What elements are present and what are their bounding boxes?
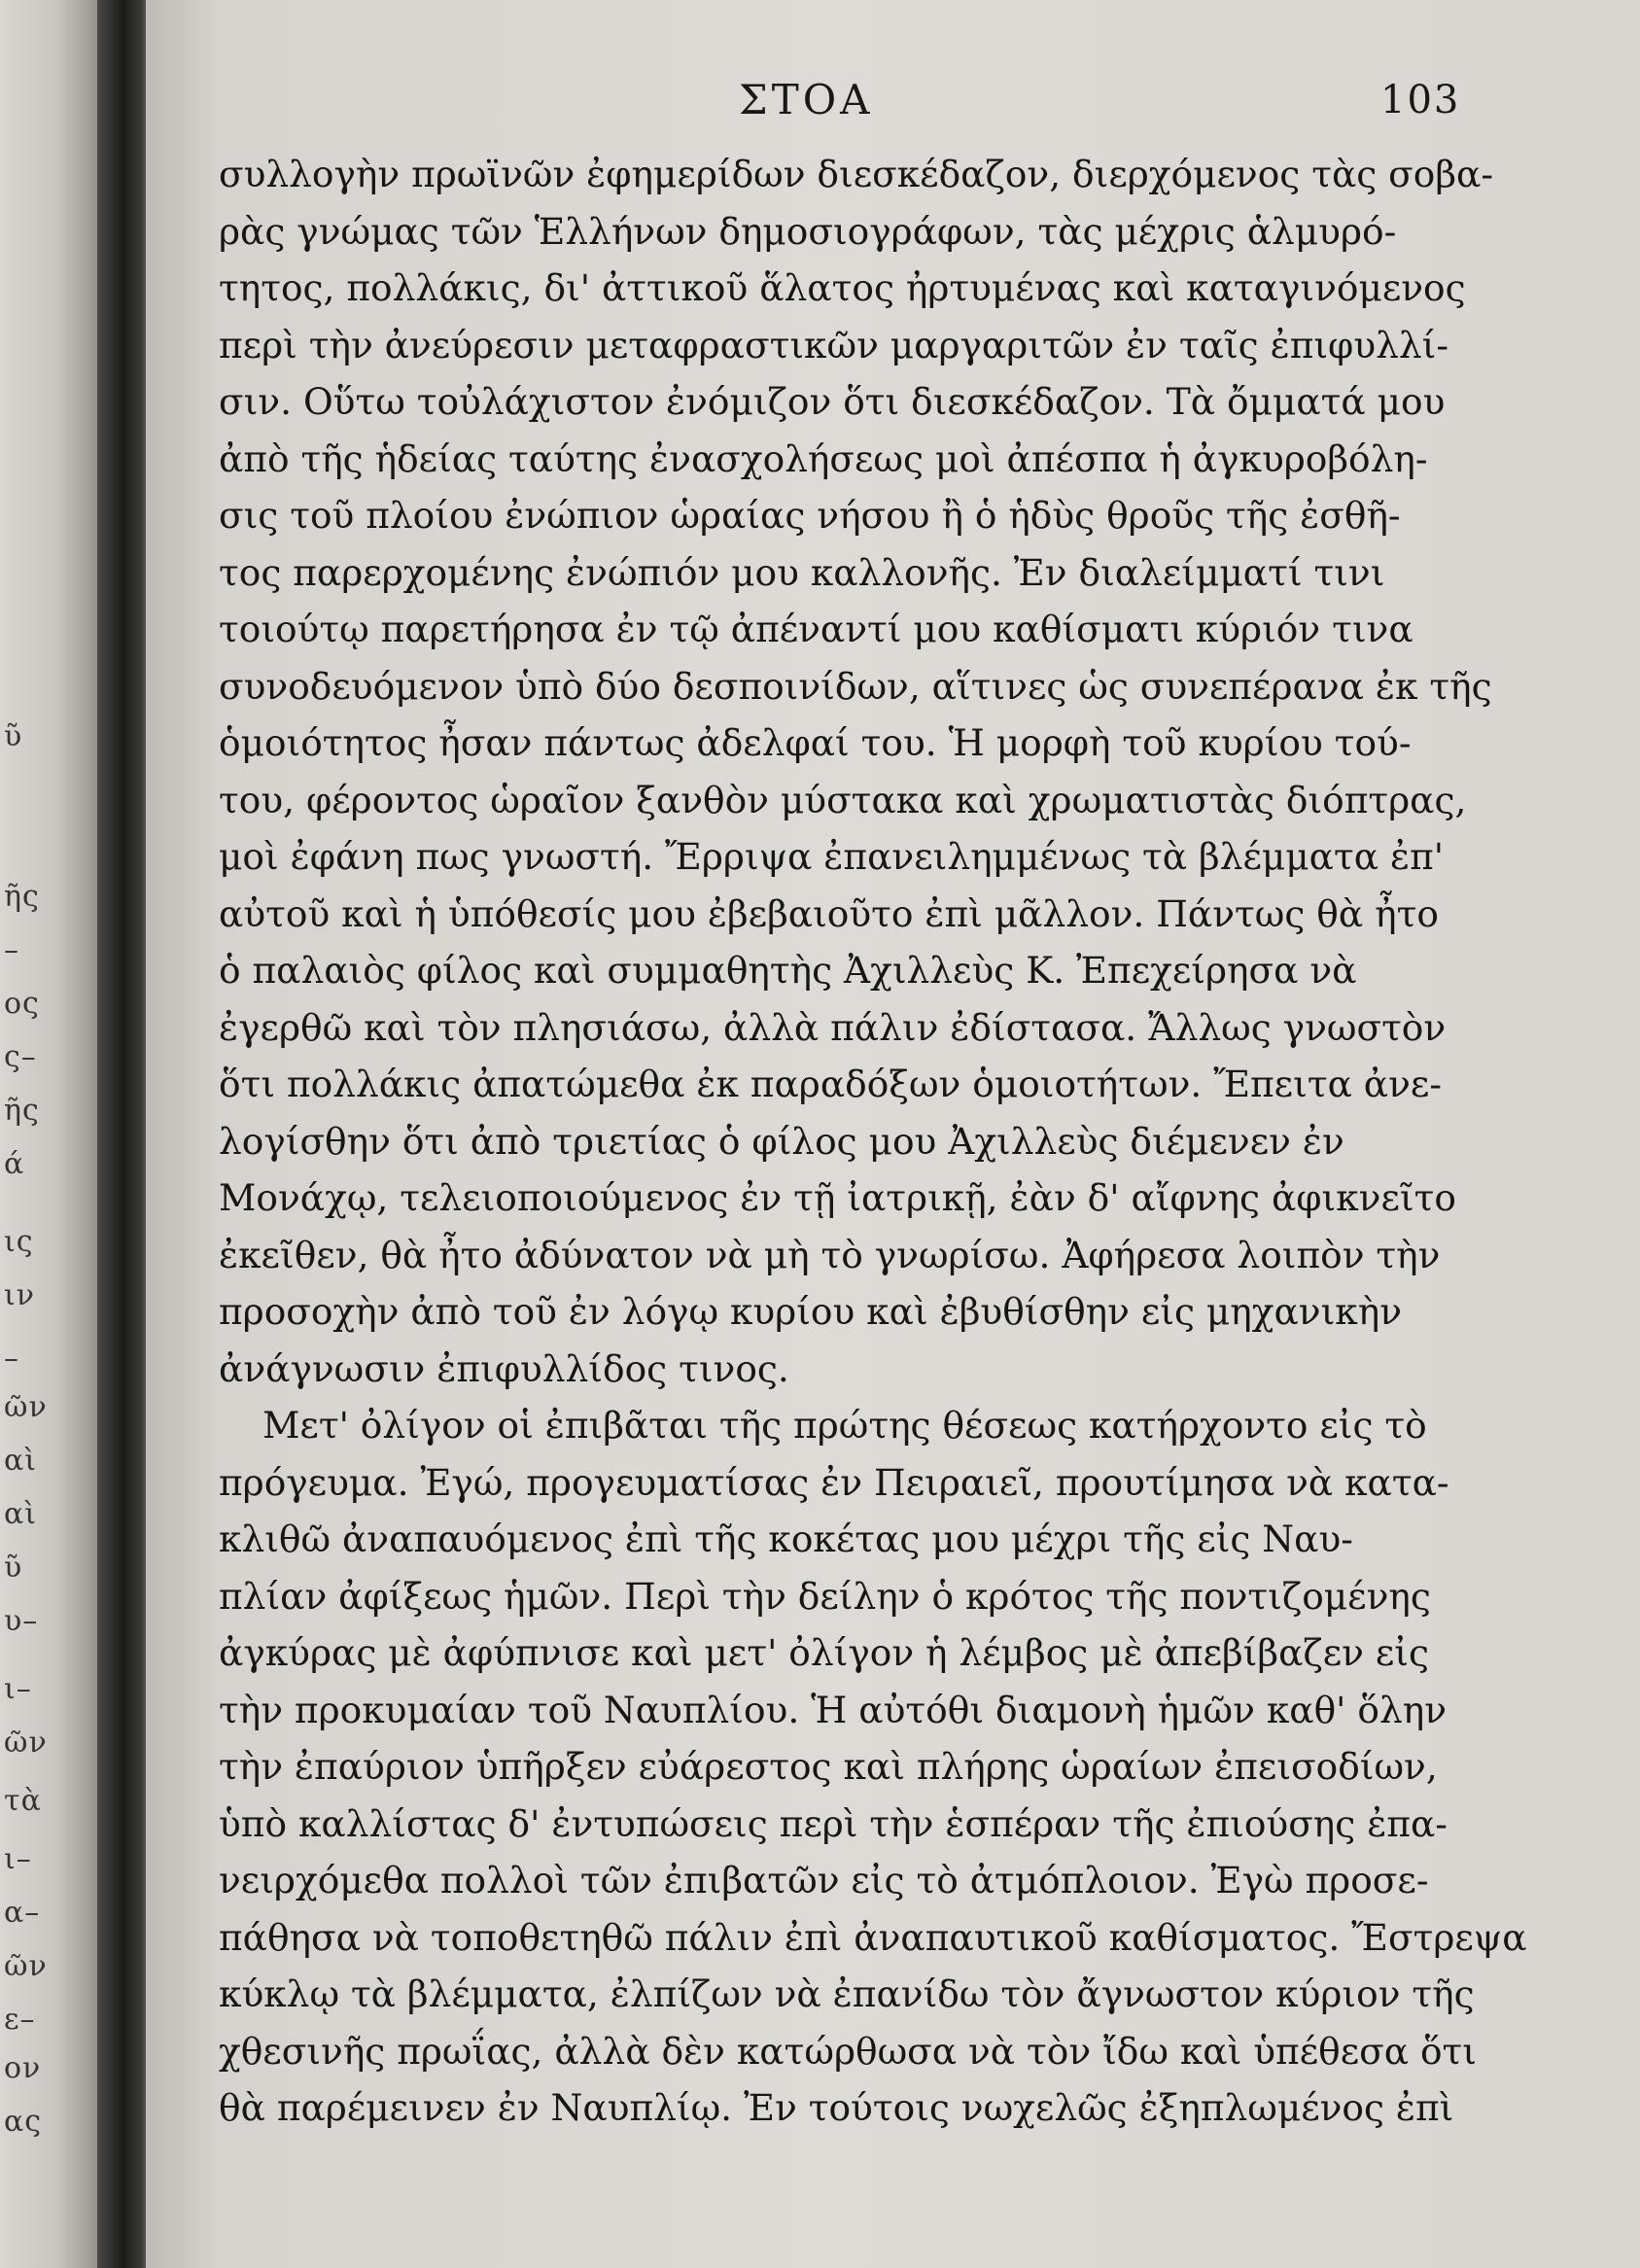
margin-fragment: ον — [4, 2051, 42, 2085]
text-line: τητος, πολλάκις, δι' ἀττικοῦ ἅλατος ἠρτυμένας καὶ καταγινόμενος — [219, 266, 1466, 309]
text-line: περὶ τὴν ἀνεύρεσιν μεταφραστικῶν μαργαριτῶν ἐν ταῖς ἐπιφυλλί- — [219, 323, 1449, 366]
margin-fragment: ε– — [4, 2003, 36, 2037]
text-line: σιν. Οὕτω τοὐλάχιστον ἐνόμιζον ὅτι διεσκέδαζον. Τὰ ὄμματά μου — [219, 380, 1446, 423]
text-line: τὴν προκυμαίαν τοῦ Ναυπλίου. Ἡ αὐτόθι διαμονὴ ἡμῶν καθ' ὅλην — [219, 1688, 1447, 1731]
margin-fragment: ι– — [4, 1672, 32, 1706]
margin-fragment: ῶν — [4, 1949, 48, 1983]
text-line: Μονάχῳ, τελειοποιούμενος ἐν τῇ ἰατρικῇ, ἐὰν δ' αἴφνης ἀφικνεῖτο — [219, 1176, 1456, 1219]
text-line: ὁμοιότητος ἦσαν πάντως ἀδελφαί του. Ἡ μορφὴ τοῦ κυρίου τού- — [219, 721, 1412, 764]
page-number: 103 — [1380, 78, 1461, 122]
text-line: μοὶ ἐφάνη πως γνωστή. Ἔρριψα ἐπανειλημμένως τὰ βλέμματα ἐπ' — [219, 835, 1445, 878]
margin-fragment: – — [4, 1342, 19, 1376]
text-line: ἀγκύρας μὲ ἀφύπνισε καὶ μετ' ὀλίγον ἡ λέμβος μὲ ἀπεβίβαζεν εἰς — [219, 1631, 1429, 1674]
text-line: ὑπὸ καλλίστας δ' ἐντυπώσεις περὶ τὴν ἑσπέραν τῆς ἐπιούσης ἐπα- — [219, 1801, 1448, 1845]
text-line: πρόγευμα. Ἐγώ, προγευματίσας ἐν Πειραιεῖ, προυτίμησα νὰ κατα- — [219, 1460, 1449, 1504]
text-line: λογίσθην ὅτι ἀπὸ τριετίας ὁ φίλος μου Ἀχιλλεὺς διέμενεν ἐν — [219, 1119, 1344, 1163]
text-line: κύκλῳ τὰ βλέμματα, ἐλπίζων νὰ ἐπανίδω τὸν ἄγνωστον κύριον τῆς — [219, 1972, 1475, 2015]
text-line: κλιθῶ ἀναπαυόμενος ἐπὶ τῆς κοκέτας μου μέχρι τῆς εἰς Ναυ- — [219, 1518, 1353, 1560]
margin-fragment: ι– — [4, 1842, 32, 1876]
text-line: αὐτοῦ καὶ ἡ ὑπόθεσίς μου ἐβεβαιοῦτο ἐπὶ μᾶλλον. Πάντως θὰ ἦτο — [219, 891, 1439, 935]
text-line: του, φέροντος ὡραῖον ξανθὸν μύστακα καὶ χρωματιστὰς διόπτρας, — [219, 778, 1467, 821]
margin-fragment: ς– — [4, 1040, 37, 1074]
margin-fragment: ος — [4, 987, 40, 1021]
paragraph-start-line: Μετ' ὀλίγον οἱ ἐπιβᾶται τῆς πρώτης θέσεως κατήρχοντο εἰς τὸ — [262, 1404, 1427, 1447]
margin-fragment: υ– — [4, 1604, 39, 1638]
facing-page-edge — [0, 0, 105, 2268]
text-line: ρὰς γνώμας τῶν Ἑλλήνων δημοσιογράφων, τὰς μέχρις ἁλμυρό- — [219, 209, 1397, 253]
text-line: χθεσινῆς πρωΐας, ἀλλὰ δὲν κατώρθωσα νὰ τὸν ἴδω καὶ ὑπέθεσα ὅτι — [219, 2029, 1477, 2073]
text-line: συνοδευόμενον ὑπὸ δύο δεσποινίδων, αἵτινες ὡς συνεπέρανα ἐκ τῆς — [219, 664, 1492, 708]
margin-fragment: ῶν — [4, 1390, 48, 1424]
margin-fragment: α– — [4, 1896, 41, 1930]
text-line: τοιούτῳ παρετήρησα ἐν τῷ ἀπέναντί μου καθίσματι κύριόν τινα — [219, 608, 1413, 650]
text-line: ἐκεῖθεν, θὰ ἦτο ἀδύνατον νὰ μὴ τὸ γνωρίσω. Ἀφήρεσα λοιπὸν τὴν — [219, 1233, 1441, 1276]
margin-fragment: ιν — [4, 1278, 35, 1312]
margin-fragment: αὶ — [4, 1444, 38, 1478]
margin-fragment: – — [4, 933, 19, 967]
margin-fragment: αὶ — [4, 1497, 38, 1531]
body-text — [219, 146, 1527, 2137]
text-line: ἐγερθῶ καὶ τὸν πλησιάσω, ἀλλὰ πάλιν ἐδίστασα. Ἄλλως γνωστὸν — [219, 1005, 1447, 1049]
text-line: θὰ παρέμεινεν ἐν Ναυπλίῳ. Ἐν τούτοις νωχελῶς ἐξηπλωμένος ἐπὶ — [219, 2086, 1454, 2129]
running-header-title: ΣΤΟΑ — [739, 76, 874, 123]
text-line: νειρχόμεθα πολλοὶ τῶν ἐπιβατῶν εἰς τὸ ἀτμόπλοιον. Ἐγὼ προσε- — [219, 1859, 1429, 1902]
margin-fragment: τὰ — [4, 1784, 42, 1818]
text-line: συλλογὴν πρωϊνῶν ἐφημερίδων διεσκέδαζον, διερχόμενος τὰς σοβα- — [219, 153, 1494, 195]
margin-fragment: ά — [4, 1147, 25, 1181]
margin-fragment: ις — [4, 1225, 34, 1259]
text-line: προσοχὴν ἀπὸ τοῦ ἐν λόγῳ κυρίου καὶ ἐβυθίσθην εἰς μηχανικὴν — [219, 1290, 1402, 1333]
margin-fragment: ῆς — [4, 1094, 40, 1128]
text-line: τος παρερχομένης ἐνώπιόν μου καλλονῆς. Ἐν διαλείμματί τινι — [219, 550, 1385, 594]
text-line: ὁ παλαιὸς φίλος καὶ συμμαθητὴς Ἀχιλλεὺς Κ. Ἐπεχείρησα νὰ — [219, 949, 1357, 992]
margin-fragment: ῦ — [4, 1551, 23, 1585]
text-line: σις τοῦ πλοίου ἐνώπιον ὡραίας νήσου ἢ ὁ ἡδὺς θροῦς τῆς ἐσθῆ- — [219, 494, 1401, 537]
text-line: ἀπὸ τῆς ἡδείας ταύτης ἐνασχολήσεως μοὶ ἀπέσπα ἡ ἀγκυροβόλη- — [219, 436, 1428, 480]
margin-fragment: ῶν — [4, 1726, 48, 1760]
text-line: ὅτι πολλάκις ἀπατώμεθα ἐκ παραδόξων ὁμοιοτήτων. Ἔπειτα ἀνε- — [219, 1063, 1443, 1105]
text-line: πλίαν ἀφίξεως ἡμῶν. Περὶ τὴν δείλην ὁ κρότος τῆς ποντιζομένης — [219, 1574, 1431, 1618]
facing-page-fragments — [0, 0, 78, 2268]
text-line: πάθησα νὰ τοποθετηθῶ πάλιν ἐπὶ ἀναπαυτικοῦ καθίσματος. Ἔστρεψα — [219, 1915, 1527, 1959]
margin-fragment: ῦ — [4, 719, 23, 753]
text-line: τὴν ἐπαύριον ὑπῆρξεν εὐάρεστος καὶ πλήρης ὡραίων ἐπεισοδίων, — [219, 1745, 1438, 1788]
margin-fragment: ῆς — [4, 880, 40, 914]
text-line: ἀνάγνωσιν ἐπιφυλλίδος τινος. — [219, 1346, 789, 1390]
margin-fragment: ας — [4, 2105, 43, 2139]
